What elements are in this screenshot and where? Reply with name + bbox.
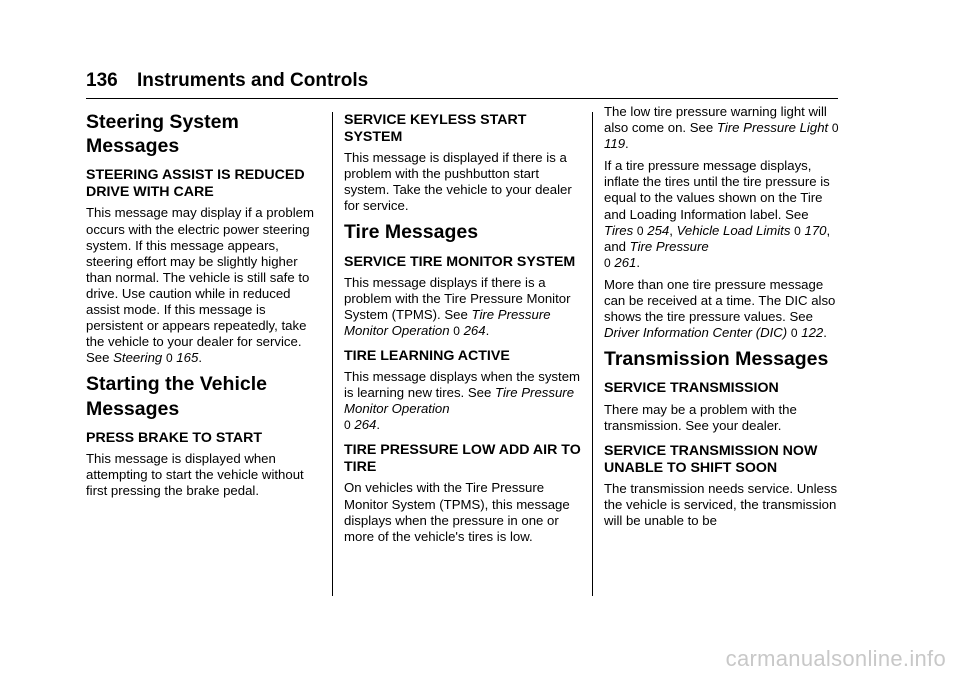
page-ref-icon: 0 (794, 223, 801, 238)
link-tire-pressure-light[interactable]: Tire Pressure Light (716, 120, 829, 136)
heading-starting-vehicle-messages: Starting the Vehicle Messages (86, 373, 267, 420)
page-ref-pressure[interactable]: 261 (614, 254, 637, 270)
page-ref-icon: 0 (636, 223, 644, 238)
paragraph-tire-learning: This message displays when the system is learning new tires. See Tire Pressure Monitor Operation 0 264. (344, 369, 581, 433)
paragraph-unable-to-shift: The transmission needs service. Unless the vehicle is serviced, the transmission will be unable to be (604, 480, 838, 528)
link-steering[interactable]: Steering (113, 350, 163, 366)
page-ref-icon: 0 (344, 418, 351, 433)
watermark: carmanualsonline.info (725, 646, 946, 671)
page-ref-icon: 0 (790, 326, 798, 341)
column-3 (604, 104, 840, 535)
paragraph-press-brake: This message is displayed when attempting to start the vehicle without first pressing the brake pedal. (86, 450, 304, 498)
heading-tire-messages: Tire Messages (344, 221, 479, 244)
page-ref-tpmo[interactable]: 264 (463, 322, 486, 338)
heading-service-tire-monitor: SERVICE TIRE MONITOR SYSTEM (344, 253, 576, 270)
page-ref-dic[interactable]: 122 (801, 325, 824, 341)
column-2 (344, 104, 582, 551)
page-header (86, 70, 838, 92)
heading-tire-pressure-low: TIRE PRESSURE LOW ADD AIR TO TIRE (344, 442, 581, 476)
paragraph-warning-light: The low tire pressure warning light will also come on. See Tire Pressure Light 0 119. (604, 104, 839, 152)
column-divider (332, 112, 333, 596)
page-ref-icon: 0 (604, 255, 611, 270)
heading-unable-to-shift: SERVICE TRANSMISSION NOW UNABLE TO SHIFT SOON (604, 442, 818, 476)
heading-steering-system-messages: Steering System Messages (86, 111, 239, 158)
column-1 (86, 104, 318, 505)
paragraph-service-transmission: There may be a problem with the transmission. See your dealer. (604, 401, 797, 433)
page-ref-icon: 0 (165, 351, 173, 366)
heading-steering-assist: STEERING ASSIST IS REDUCED DRIVE WITH CARE (86, 167, 305, 201)
heading-transmission-messages: Transmission Messages (604, 348, 829, 371)
heading-service-keyless: SERVICE KEYLESS START SYSTEM (344, 112, 527, 146)
heading-press-brake: PRESS BRAKE TO START (86, 429, 263, 446)
section-title: Instruments and Controls (136, 70, 369, 91)
paragraph-service-keyless: This message is displayed if there is a problem with the pushbutton start system. Take the vehicle to your dealer for service. (344, 150, 572, 214)
page-ref-icon: 0 (453, 323, 460, 338)
page-ref-tires[interactable]: 254 (647, 222, 670, 238)
page-number: 136 (86, 70, 118, 91)
page-ref-tpmo[interactable]: 264 (354, 417, 377, 433)
heading-tire-learning: TIRE LEARNING ACTIVE (344, 348, 510, 365)
link-tire-pressure-monitor-operation[interactable]: Tire Pressure Monitor Operation (344, 306, 551, 338)
header-rule (86, 98, 838, 99)
paragraph-inflate: If a tire pressure message displays, inflate the tires until the tire pressure is equal to the values shown on the Tire and Loading Information label. See Tires 0 254, Vehicle Load Limits 0 170, and Tire Pressure 0 261. (604, 158, 831, 270)
page-ref-icon: 0 (831, 121, 839, 136)
link-tire-pressure[interactable]: Tire Pressure (629, 238, 709, 254)
paragraph-service-tire-monitor: This message displays if there is a problem with the Tire Pressure Monitor System (TPMS). See Tire Pressure Monitor Operation 0 264. (344, 274, 571, 338)
paragraph-tire-pressure-low: On vehicles with the Tire Pressure Monitor System (TPMS), this message displays when the pressure in one or more of the vehicle's tires is low. (344, 480, 570, 544)
link-driver-information-center[interactable]: Driver Information Center (DIC) (604, 325, 788, 341)
heading-service-transmission: SERVICE TRANSMISSION (604, 380, 779, 397)
link-tires[interactable]: Tires (604, 222, 634, 238)
page-ref-limits[interactable]: 170 (804, 222, 827, 238)
page-ref-light[interactable]: 119 (604, 136, 626, 152)
column-divider (592, 112, 593, 596)
link-tire-pressure-monitor-operation[interactable]: Tire Pressure Monitor Operation (344, 385, 575, 417)
page-ref-steering[interactable]: 165 (176, 350, 199, 366)
paragraph-more-messages: More than one tire pressure message can be received at a time. The DIC also shows the tire pressure values. See Driver Information Center (DIC) 0 122. (604, 276, 836, 341)
link-vehicle-load-limits[interactable]: Vehicle Load Limits (676, 222, 791, 238)
paragraph-steering-assist: This message may display if a problem occurs with the electric power steering system. If this message appears, steering effort may be slightly higher than normal. The vehicle is still safe to drive. Use caution while in reduced assist mode. If this message is persistent or appears repeatedly, take the vehicle to your dealer for service. See Steering 0 165. (86, 205, 314, 366)
